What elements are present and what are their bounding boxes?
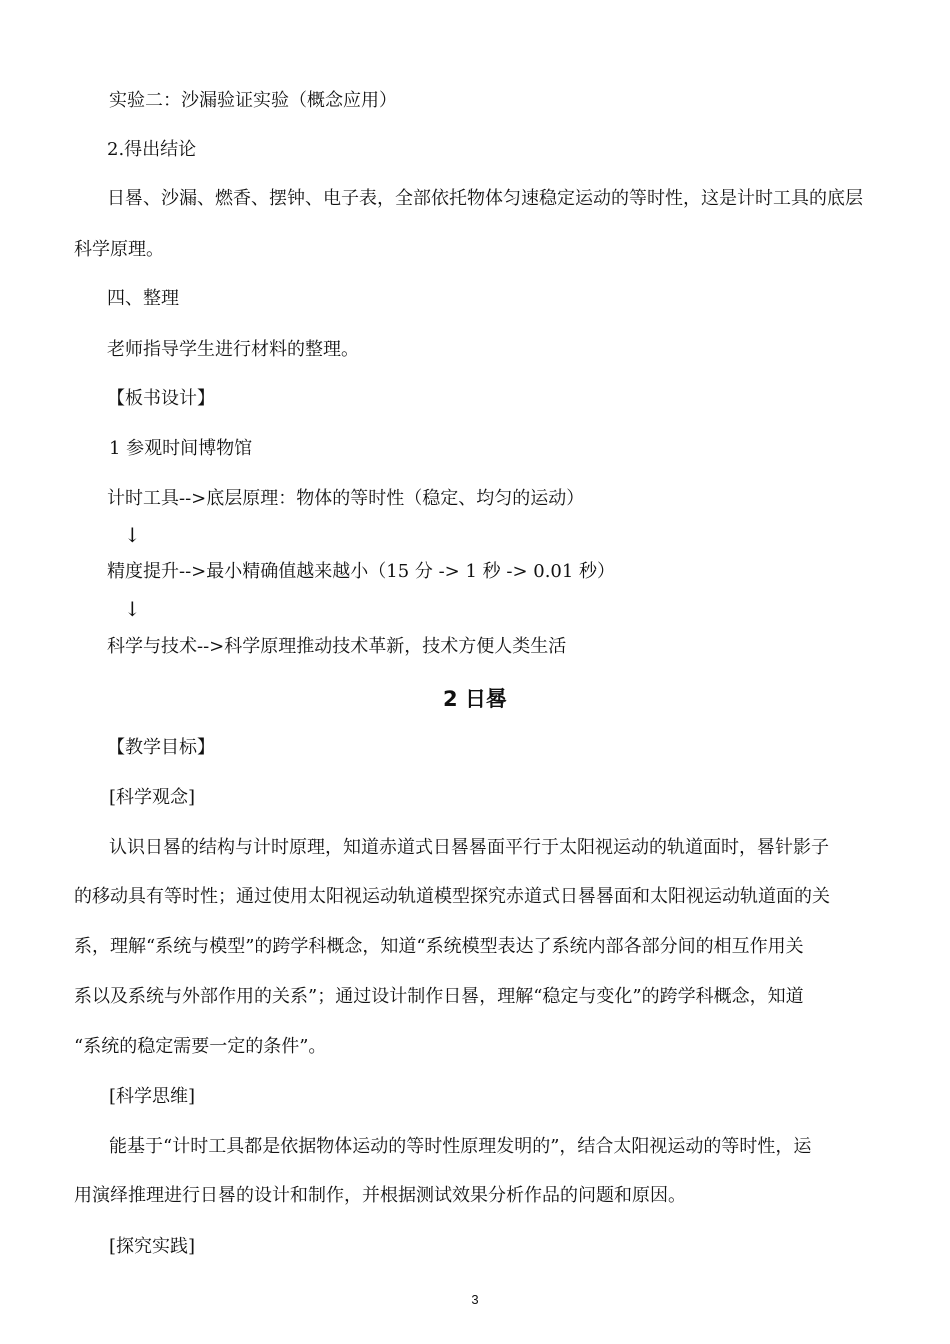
science-concept-line-2: 的移动具有等时性；通过使用太阳视运动轨道模型探究赤道式日晷晷面和太阳视运动轨道面的关	[74, 886, 830, 907]
science-thinking-line-2: 用演绎推理进行日晷的设计和制作，并根据测试效果分析作品的问题和原因。	[74, 1185, 686, 1206]
conclusion-paragraph-line-2: 科学原理。	[74, 239, 164, 260]
conclusion-heading: 2.得出结论	[107, 139, 197, 160]
inquiry-practice-heading: [探究实践]	[109, 1236, 196, 1257]
board-line-1: 计时工具-->底层原理：物体的等时性（稳定、均匀的运动）	[107, 488, 585, 509]
down-arrow-icon: ↓	[124, 523, 141, 547]
science-concept-line-3: 系，理解“系统与模型”的跨学科概念，知道“系统模型表达了系统内部各部分间的相互作用关	[74, 936, 804, 957]
science-concept-heading: [科学观念]	[109, 787, 196, 808]
lesson-two-title: 2 日晷	[443, 687, 507, 711]
board-line-3: 科学与技术-->科学原理推动技术革新，技术方便人类生活	[107, 636, 567, 657]
section-four-heading: 四、整理	[107, 288, 179, 309]
page-number: 3	[471, 1292, 479, 1307]
section-four-body: 老师指导学生进行材料的整理。	[107, 339, 359, 360]
science-concept-line-1: 认识日晷的结构与计时原理，知道赤道式日晷晷面平行于太阳视运动的轨道面时，晷针影子	[109, 837, 829, 858]
science-concept-line-4: 系以及系统与外部作用的关系”；通过设计制作日晷，理解“稳定与变化”的跨学科概念，知道	[74, 986, 804, 1007]
conclusion-paragraph-line-1: 日晷、沙漏、燃香、摆钟、电子表，全部依托物体匀速稳定运动的等时性，这是计时工具的底层	[107, 188, 863, 209]
science-concept-line-5: “系统的稳定需要一定的条件”。	[74, 1036, 327, 1057]
science-thinking-line-1: 能基于“计时工具都是依据物体运动的等时性原理发明的”，结合太阳视运动的等时性，运	[109, 1136, 812, 1157]
board-design-heading: 【板书设计】	[107, 388, 215, 409]
teaching-goals-heading: 【教学目标】	[107, 737, 215, 758]
board-line-2: 精度提升-->最小精确值越来越小（15 分 -> 1 秒 -> 0.01 秒）	[107, 561, 616, 582]
board-subheading: 1 参观时间博物馆	[109, 438, 253, 459]
science-thinking-heading: [科学思维]	[109, 1086, 196, 1107]
down-arrow-icon: ↓	[124, 597, 141, 621]
experiment-two-heading: 实验二：沙漏验证实验（概念应用）	[109, 90, 397, 111]
